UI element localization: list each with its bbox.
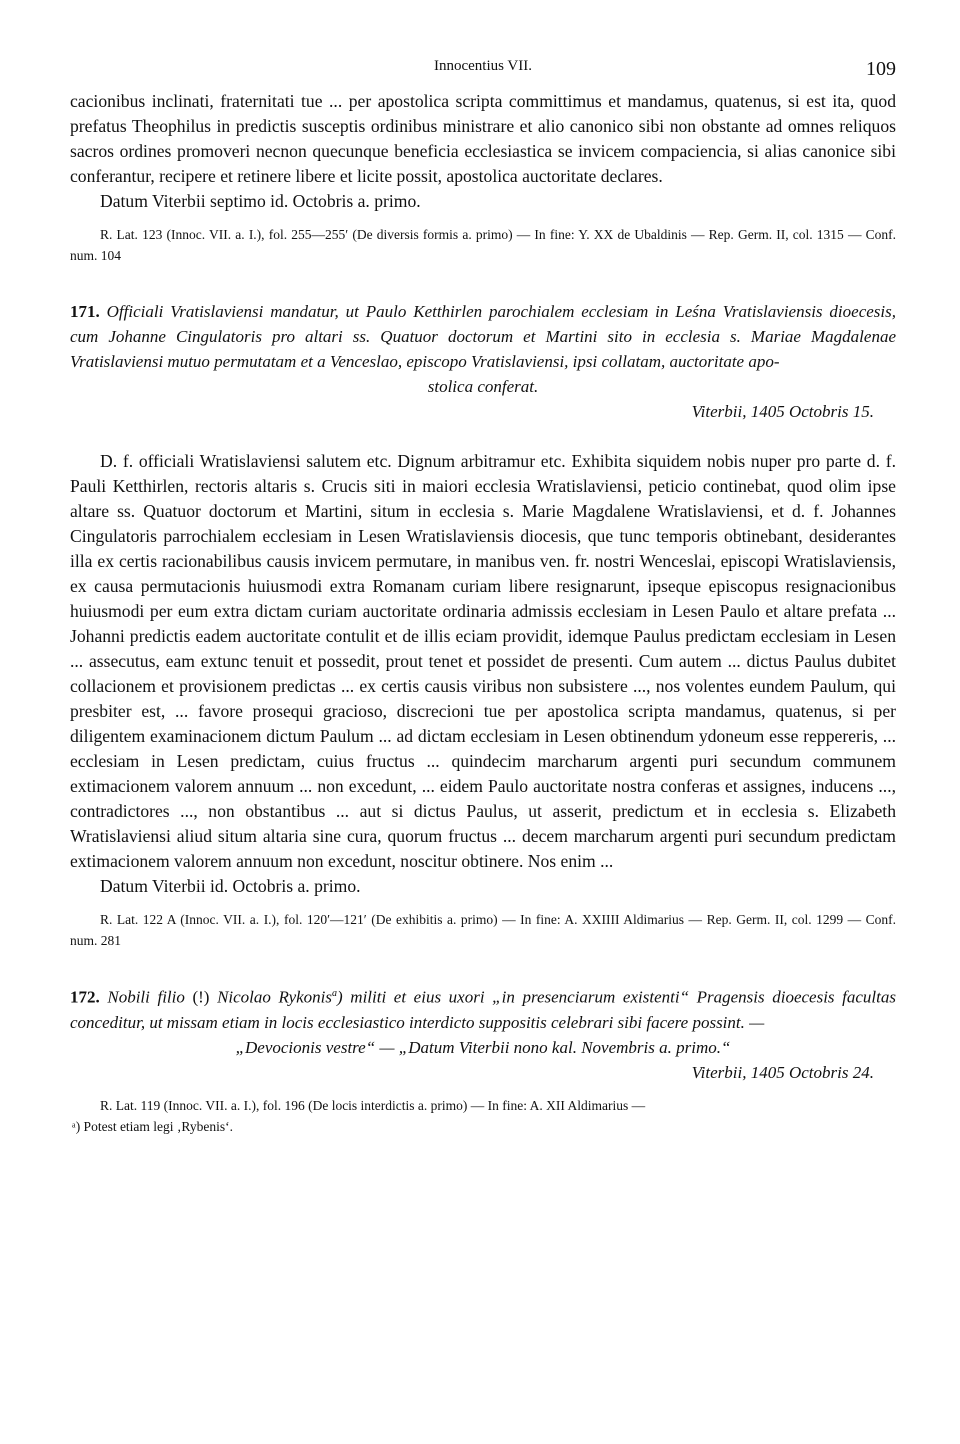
doc171-datum: Datum Viterbii id. Octobris a. primo.: [100, 876, 361, 896]
doc170-reference: R. Lat. 123 (Innoc. VII. a. I.), fol. 255—255′ (De diversis formis a. primo) — In fine: Y. XX de Ubaldinis — Rep. Germ. II, col. 1315 — Conf. num. 104: [70, 227, 896, 263]
doc172-regest-a: Nobili filio: [107, 987, 185, 1007]
doc172-regest-last: „Devocionis vestre“ — „Datum Viterbii nono kal. Novembris a. primo.“: [235, 1037, 731, 1057]
doc172-reference: R. Lat. 119 (Innoc. VII. a. I.), fol. 196 (De locis interdictis a. primo) — In fine: A. XII Aldimarius —: [100, 1097, 646, 1113]
doc170-text: cacionibus inclinati, fraternitati tue ... per apostolica scripta committimus et mandamus, quatenus, si est ita, quod prefatus Theophilus in predictis susceptis ordinibus ministrare et alio canonico sibi non obstante ad omnes reliquos sacros ordines promoveri necnon quecunque beneficia ecclesiastica se invicem compaciencia, si alias canonice sibi conferantur, recipere et retinere libere et licite possit, apostolica auctoritate declares.: [70, 91, 896, 186]
page-number: 109: [866, 58, 896, 80]
doc171-number: 171.: [70, 302, 100, 321]
doc171-regest: [70, 299, 896, 374]
doc171-reference: R. Lat. 122 A (Innoc. VII. a. I.), fol. 120′—121′ (De exhibitis a. primo) — In fine: A. XXIIII Aldimarius — Rep. Germ. II, col. 1299 — Conf. num. 281: [70, 912, 896, 948]
doc172-footnote-mark: a: [332, 988, 338, 999]
page: [70, 56, 896, 1137]
doc172-sic: (!): [192, 987, 210, 1007]
doc171-place-date: Viterbii, 1405 Octobris 15.: [691, 402, 874, 421]
doc172-regest: [70, 981, 896, 1035]
doc172-regest-b: Nicolao Rykonis: [217, 987, 333, 1007]
doc172-place-date: Viterbii, 1405 Octobris 24.: [691, 1062, 874, 1082]
doc172-number: 172.: [70, 987, 100, 1007]
running-title: Innocentius VII.: [433, 58, 533, 74]
doc172-footnote: ᵃ) Potest etiam legi ‚Rybenis‘.: [72, 1118, 233, 1134]
doc170-datum: Datum Viterbii septimo id. Octobris a. primo.: [100, 191, 421, 211]
doc171-text: D. f. officiali Wratislaviensi salutem etc. Dignum arbitramur etc. Exhibita siquidem nobis nuper pro parte d. f. Pauli Ketthirlen, rectoris altaris s. Crucis siti in maiori ecclesia Wratislaviensi, peticio continebat, quod olim ipse altare ss. Quatuor doctorum et Martini, situm in ecclesia s. Marie Magdalene Wratislaviensi, et d. f. Johannes Cingulatoris parrochialem ecclesiam in Lesen Wratislaviensis diocesis, que tunc temporis obtinebant, desiderantes illa ex certis racionabilibus causis invicem permutare, in manibus ven. fr. nostri Wenceslai, episcopi Wratislaviensis, ex causa permutacionis huiusmodi extra Romanam curiam libere resignarunt, ipseque episcopus resignacionibus huiusmodi per eum extra dictam curiam auctoritate ordinaria admissis ecclesiam in Lesen Paulo et altare prefata ... Johanni predictis eadem auctoritate contulit et de illis eciam providit, idemque Paulus predictam ecclesiam in Lesen ... assecutus, eam extunc tenuit et possedit, prout tenet et possidet de presenti. Cum autem ... dictus Paulus dubitet collacionem et provisionem predictas ... ex certis causis viribus non subsistere ..., nos volentes eundem Paulum, qui presbiter est, ... favore prosequi gracioso, discrecioni tue per apostolica scripta mandamus, quatenus, si per diligentem examinacionem dictum Paulum ... ad dictam ecclesiam in Lesen obtinendum ydoneum esse reppereris, ... ecclesiam in Lesen predictam, cuius fructus ... quindecim marcharum argenti puri secundum communem extimacionem valorem annuum ... non excedunt, ... eidem Paulo auctoritate nostra conferas et assignes, inducens ..., contradictores ..., non obstantibus ... aut si dictus Paulus, ut asserit, predictum et in ecclesia s. Elizabeth Wratislaviensi aliud situm altaria sine cura, quorum fructus ... decem marcharum argenti puri secundum predictam extimacionem valorem annuum non excedunt, noscitur obtinere. Nos enim ...: [70, 451, 896, 871]
doc171-regest-text: Officiali Vratislaviensi mandatur, ut Paulo Ketthirlen parochialem ecclesiam in Leśna Vratislaviensis dioecesis, cum Johanne Cingulatoris pro altari ss. Quatuor doctorum et Martini sito in ecclesia s. Mariae Magdalenae Vratislaviensi mutuo permutatam et a Venceslao, episcopo Vratislaviensi, ipsi collatam, auctoritate apo-: [70, 302, 896, 371]
doc172-regest-c: ) militi et eius uxori „in presenciarum existenti“ Pragensis dioecesis facultas conceditur, ut missam etiam in locis ecclesiastico interdicto suppositis celebrari sibi facere possint. —: [70, 987, 896, 1032]
doc171-regest-last: stolica conferat.: [427, 377, 539, 396]
page-header: [70, 56, 896, 84]
